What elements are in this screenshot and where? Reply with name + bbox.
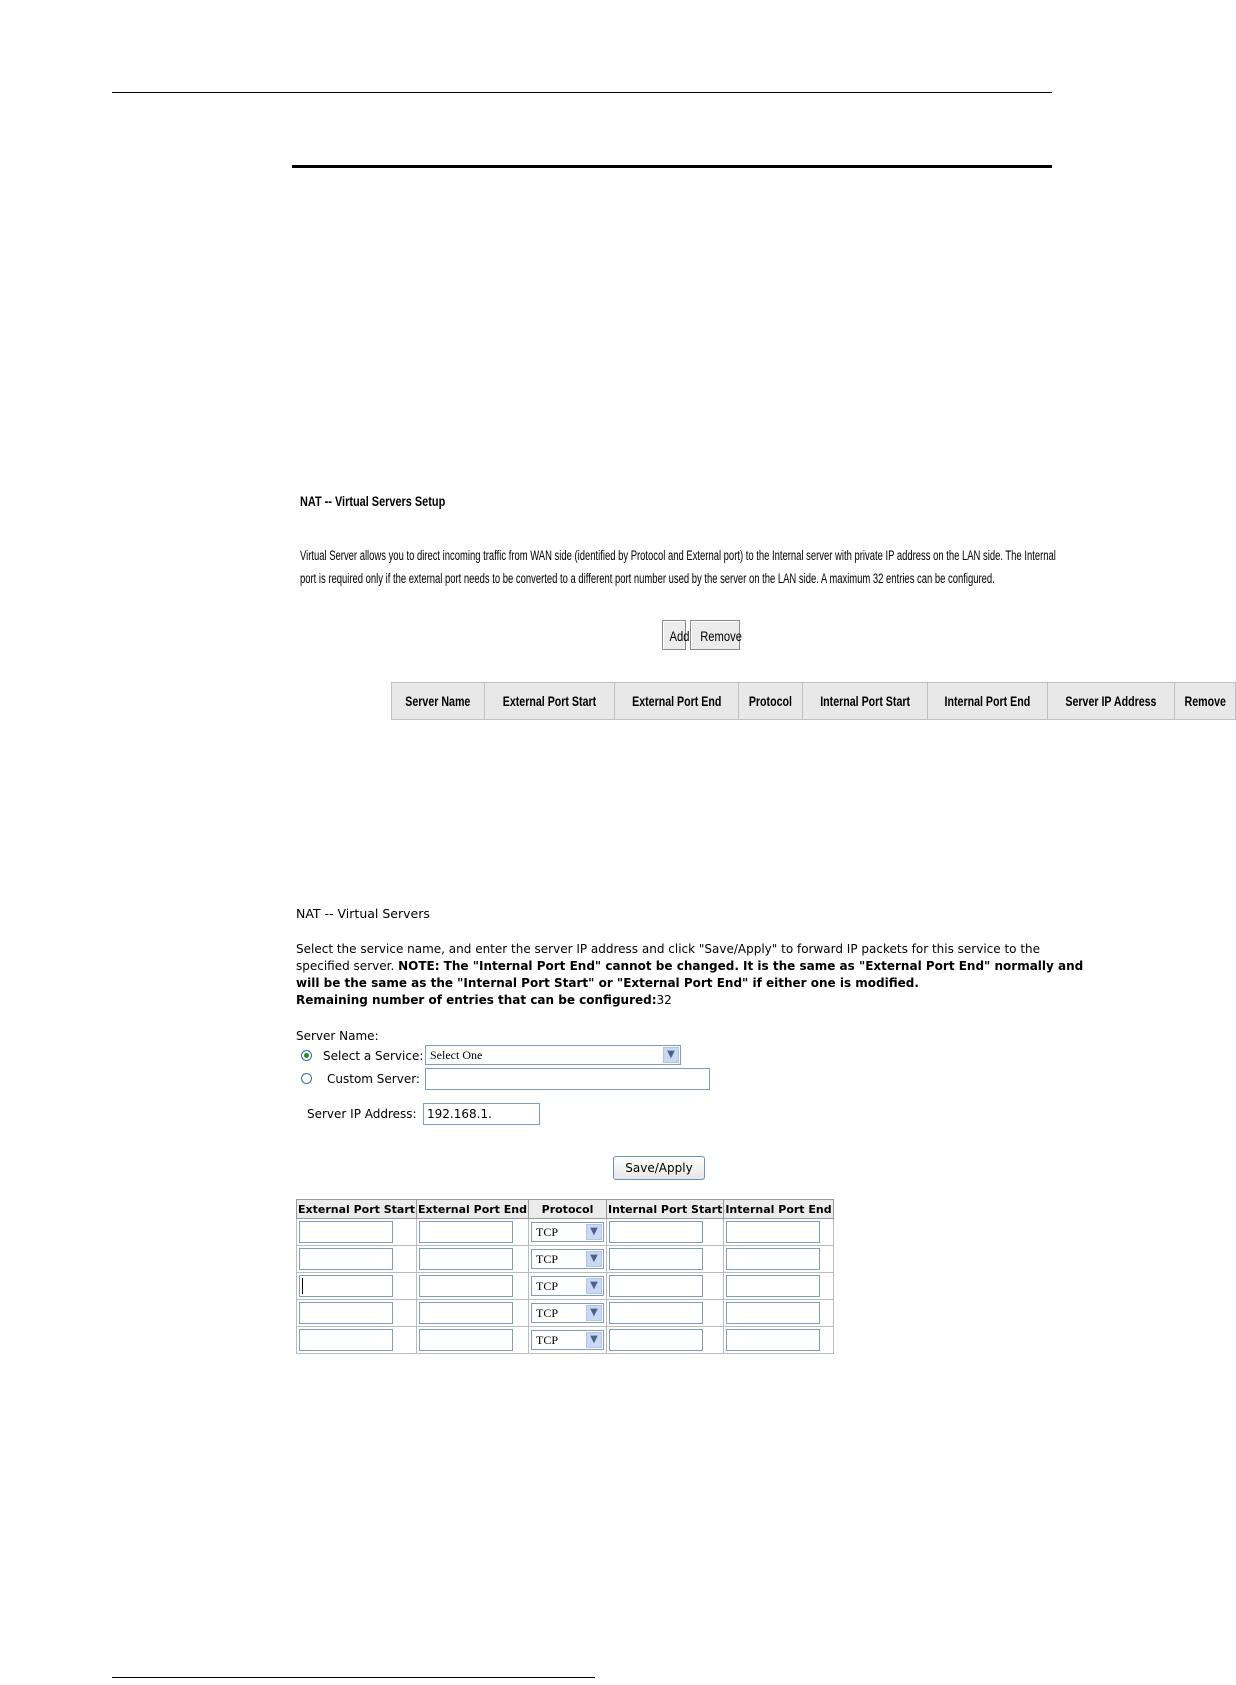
external-port-start-input[interactable] [299, 1221, 393, 1243]
chevron-down-icon[interactable]: ▼ [586, 1278, 602, 1294]
external-port-start-input[interactable] [299, 1275, 393, 1297]
ext-start-cell [297, 1273, 417, 1300]
virtual-servers-title: NAT -- Virtual Servers [296, 906, 430, 921]
server-ip-label: Server IP Address: [307, 1107, 417, 1121]
virtual-servers-table [391, 682, 1236, 720]
external-port-end-input[interactable] [419, 1329, 513, 1351]
custom-server-label: Custom Server: [327, 1072, 420, 1086]
table-row [297, 1246, 834, 1273]
footer-rule [112, 1677, 595, 1678]
header-rule [112, 92, 1052, 93]
protocol-select[interactable] [531, 1249, 604, 1269]
port-table [296, 1199, 834, 1354]
ext-end-cell [417, 1246, 529, 1273]
protocol-select[interactable] [531, 1303, 604, 1323]
internal-port-end-input[interactable] [726, 1302, 820, 1324]
internal-port-end-input[interactable] [726, 1329, 820, 1351]
ext-start-cell [297, 1219, 417, 1246]
protocol-value: TCP [536, 1225, 559, 1239]
internal-port-end-input[interactable] [726, 1275, 820, 1297]
col-external-port-start: External Port Start [484, 683, 614, 720]
ext-start-cell [297, 1300, 417, 1327]
add-button[interactable] [662, 620, 690, 650]
service-select[interactable] [425, 1045, 681, 1065]
int-start-cell [607, 1327, 724, 1354]
instructions-line-3: will be the same as the "Internal Port Start" or "External Port End" if either one is modified. [296, 976, 919, 990]
col-server-name: Server Name [392, 683, 485, 720]
col-protocol: Protocol [739, 683, 803, 720]
col-server-ip-address: Server IP Address [1047, 683, 1174, 720]
external-port-end-input[interactable] [419, 1248, 513, 1270]
table-row [297, 1219, 834, 1246]
internal-port-start-input[interactable] [609, 1221, 703, 1243]
table-row [297, 1273, 834, 1300]
int-end-cell [724, 1273, 833, 1300]
col-internal-port-end: Internal Port End [928, 683, 1048, 720]
internal-port-start-input[interactable] [609, 1275, 703, 1297]
ext-end-cell [417, 1273, 529, 1300]
setup-title: NAT -- Virtual Servers Setup [300, 493, 446, 509]
internal-port-start-input[interactable] [609, 1248, 703, 1270]
table-header-row [392, 683, 1236, 720]
col-remove: Remove [1174, 683, 1235, 720]
int-end-cell [724, 1300, 833, 1327]
int-end-cell [724, 1327, 833, 1354]
server-name-label: Server Name: [296, 1029, 379, 1043]
external-port-end-input[interactable] [419, 1302, 513, 1324]
external-port-end-input[interactable] [419, 1221, 513, 1243]
chevron-down-icon[interactable]: ▼ [586, 1332, 602, 1348]
external-port-start-input[interactable] [299, 1248, 393, 1270]
port-table-header [297, 1200, 834, 1219]
protocol-value: TCP [536, 1279, 559, 1293]
protocol-select[interactable] [531, 1222, 604, 1242]
protocol-cell [529, 1246, 607, 1273]
remaining-entries [296, 993, 672, 1007]
instructions-plain: specified server. [296, 959, 399, 973]
remove-button[interactable] [690, 620, 740, 650]
protocol-cell [529, 1327, 607, 1354]
remaining-label: Remaining number of entries that can be configured: [296, 993, 657, 1007]
setup-description: Virtual Server allows you to direct incoming traffic from WAN side (identified by Protocol and External port) to the Internal server with private IP address on the LAN side. The Internal port is required only if the external port needs to be converted to a different port number used by the server on the LAN side. A maximum 32 entries can be configured. [300, 548, 1056, 586]
internal-port-start-input[interactable] [609, 1329, 703, 1351]
int-end-cell [724, 1219, 833, 1246]
chevron-down-icon[interactable]: ▼ [586, 1224, 602, 1240]
service-select-value: Select One [430, 1048, 483, 1062]
table-row [297, 1300, 834, 1327]
int-start-cell [607, 1246, 724, 1273]
int-start-cell [607, 1219, 724, 1246]
custom-server-input[interactable] [425, 1068, 710, 1090]
external-port-start-input[interactable] [299, 1329, 393, 1351]
screenshot-crop-edge [294, 1357, 834, 1369]
select-service-label: Select a Service: [323, 1049, 424, 1063]
ext-end-cell [417, 1300, 529, 1327]
select-service-radio[interactable] [301, 1050, 312, 1061]
internal-port-start-input[interactable] [609, 1302, 703, 1324]
col-internal-port-start: Internal Port Start [607, 1200, 724, 1219]
server-ip-input[interactable]: 192.168.1. [423, 1103, 540, 1125]
internal-port-end-input[interactable] [726, 1248, 820, 1270]
col-external-port-end: External Port End [614, 683, 738, 720]
col-internal-port-start: Internal Port Start [802, 683, 927, 720]
protocol-cell [529, 1273, 607, 1300]
ext-end-cell [417, 1327, 529, 1354]
add-button-label: Add [669, 628, 690, 644]
ext-start-cell [297, 1327, 417, 1354]
protocol-select[interactable] [531, 1276, 604, 1296]
custom-server-radio[interactable] [301, 1073, 312, 1084]
protocol-value: TCP [536, 1306, 559, 1320]
protocol-value: TCP [536, 1252, 559, 1266]
int-start-cell [607, 1300, 724, 1327]
chevron-down-icon[interactable]: ▼ [663, 1047, 679, 1063]
protocol-cell [529, 1219, 607, 1246]
save-apply-button[interactable]: Save/Apply [613, 1156, 705, 1180]
col-external-port-end: External Port End [417, 1200, 529, 1219]
instructions-note: NOTE: The "Internal Port End" cannot be changed. It is the same as "External Port End" normally and [398, 959, 1084, 973]
col-internal-port-end: Internal Port End [724, 1200, 833, 1219]
chevron-down-icon[interactable]: ▼ [586, 1251, 602, 1267]
protocol-cell [529, 1300, 607, 1327]
protocol-select[interactable] [531, 1330, 604, 1350]
section-rule [292, 165, 1052, 168]
remaining-value: 32 [656, 993, 672, 1007]
text-cursor [302, 1278, 303, 1294]
external-port-end-input[interactable] [419, 1275, 513, 1297]
col-protocol: Protocol [529, 1200, 607, 1219]
ext-end-cell [417, 1219, 529, 1246]
col-external-port-start: External Port Start [297, 1200, 417, 1219]
int-start-cell [607, 1273, 724, 1300]
protocol-value: TCP [536, 1333, 559, 1347]
int-end-cell [724, 1246, 833, 1273]
instructions-line-2 [296, 959, 1083, 973]
internal-port-end-input[interactable] [726, 1221, 820, 1243]
ext-start-cell [297, 1246, 417, 1273]
table-row [297, 1327, 834, 1354]
external-port-start-input[interactable] [299, 1302, 393, 1324]
instructions-line-1: Select the service name, and enter the server IP address and click "Save/Apply" to forward IP packets for this service to the [296, 942, 1041, 956]
chevron-down-icon[interactable]: ▼ [586, 1305, 602, 1321]
remove-button-label: Remove [700, 628, 742, 644]
